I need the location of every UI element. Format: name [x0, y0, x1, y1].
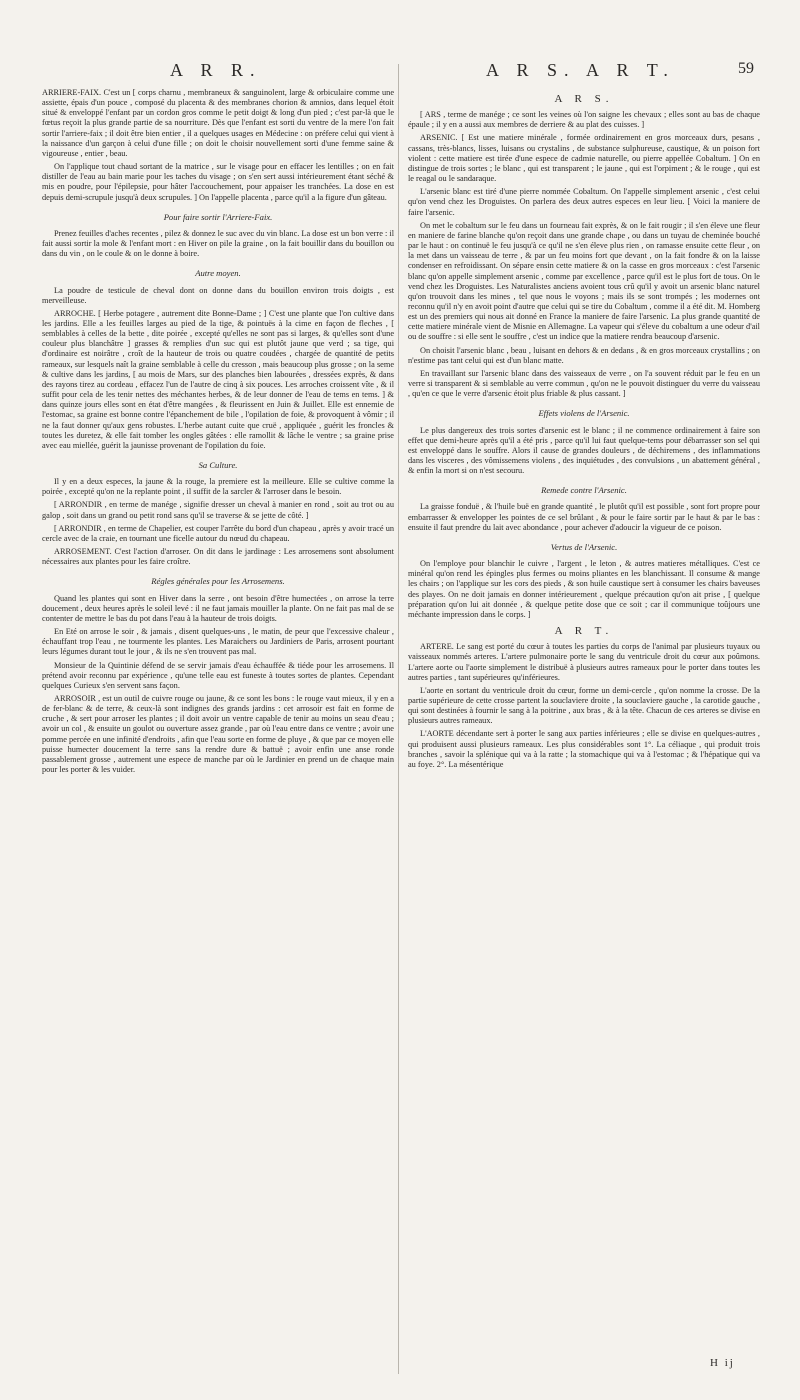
paragraph: En Eté on arrose le soir , & jamais , disent quelques-uns , le matin, de peur que l'excessive chaleur , échauffant trop l'eau , ne tourmente les plantes. Les Maraichers ou Jardiniers de Paris, arrosent pourtant leurs légumes durant tout le jour , & ils ne s'en trouvent pas mal. — [42, 627, 394, 657]
section-title: Régles générales pour les Arrosemens. — [151, 576, 285, 587]
section-title: Autre moyen. — [195, 268, 241, 279]
section-title: Effets violens de l'Arsenic. — [538, 408, 630, 419]
page-number: 59 — [738, 60, 754, 77]
paragraph: Le plus dangereux des trois sortes d'arsenic est le blanc ; il ne commence ordinairement à faire son effet que demi-heure après qu'il a été pris , parce qu'il lui faut quelque-tems pour débarrasser son sel qui est enveloppé dans le souffre. Alors il cause de grandes douleurs , de déchiremens , des inflammations dans les visceres , des vômissemens violens , des inquiétudes , des convulsions , un abattement général , & enfin la mort si on n'est secouru. — [408, 425, 760, 476]
paragraph: Il y en a deux especes, la jaune & la rouge, la premiere est la meilleure. Elle se cultive comme la poirée , excepté qu'on ne la replante point , il suffit de la sarcler & l'arroser dans le besoin. — [42, 477, 394, 497]
running-head-left: A R R. — [170, 60, 262, 80]
right-column — [408, 88, 760, 1388]
paragraph: Monsieur de la Quintinie défend de se servir jamais d'eau échauffée & tiéde pour les arrosemens. Il prétend avoir reconnu par expérience , qu'une telle eau est funeste à toutes sortes de plantes. Cependant quelques Curieux s'en servent sans façon. — [42, 660, 394, 690]
entry-arsenic: ARSENIC. [ Est une matiere minérale , formée ordinairement en gros morceaux durs, pesans , cassans, très-blancs, lisses, luisans ou crystalins , de substance sulphureuse, caustique, & un poison fort violent : cette matiere est tirée d'une espece de cadmie naturelle, ou pierre appellée Cobaltum. ] On en distingue de trois sortes ; le blanc , qui est transparent ; le jaune , qui est l'orpiment ; & le rouge , qui est le reagal ou le sandaraque. — [408, 133, 760, 184]
paragraph: En travaillant sur l'arsenic blanc dans des vaisseaux de verre , on l'a souvent réduit par le feu en un verre si transparent & si semblable au verre commun , qu'on ne le pouvoit distinguer du verre du vaisseau , qu'en ce que le verre d'arsenic étoit plus friable & plus cassant. ] — [408, 368, 760, 399]
paragraph: On l'employe pour blanchir le cuivre , l'argent , le leton , & autres matieres métalliques. C'est ce minéral qu'on rend les épingles plus fermes ou moins pliantes en les blanchissant. Il consume & mange les chairs ; on l'applique sur les cors des pieds , & son huile caustique sert à consumer les chairs baveuses des playes. On ne doit jamais en donner intérieurement , quelque précaution qu'on ait prise , [ quelque préparation qu'on lui ait donnée , & quelque petite dose que ce soit ; car il communique toûjours une méchante impression dans le corps. ] — [408, 559, 760, 619]
entry-ars: [ ARS , terme de manége ; ce sont les veines où l'on saigne les chevaux ; elles sont au bas de chaque épaule ; il y en a aussi aux membres de derriere & au plat des cuisses. ] — [408, 110, 760, 130]
entry-aorte: L'AORTE décendante sert à porter le sang aux parties inférieures ; elle se divise en quelques-autres , qui produisent aussi plusieurs rameaux. Les plus considérables sont 1°. La céliaque , qui produit trois branches , savoir la splénique qui va à la ratte ; la stomachique qui va à l'estomac ; & l'hépatique qui va au foye. 2°. La mésentérique — [408, 729, 760, 769]
section-title: Vertus de l'Arsenic. — [550, 541, 618, 552]
paragraph: On l'applique tout chaud sortant de la matrice , sur le visage pour en effacer les lentilles ; on en fait distiller de l'eau au bain marie pour les taches du visage ; on s'en sert aussi intérieurement étant séché & mis en poudre, pour l'épilepsie, pour hâter l'accouchement, pour appaiser les tranchées. La dose en est depuis demi-scrupule jusqu'à deux scrupules. ] On l'appelle placenta , parce qu'il a la figure d'un gâteau. — [42, 162, 394, 202]
left-column — [42, 88, 394, 1388]
paragraph: Prenez feuilles d'aches recentes , pilez & donnez le suc avec du vin blanc. La dose est un bon verre : il fait aussi sortir la mole & l'enfant mort : en Hiver on pile la graine , on la fait bouillir dans du bouillon ou dans du vin , on le coule & on le donne à boire. — [42, 228, 394, 259]
entry-arriere-faix: ARRIERE-FAIX. C'est un [ corps charnu , membraneux & sanguinolent, large & orbiculaire comme une assiette, épais d'un pouce , composé du placenta & des membranes chorion & amnios, dans lequel étoit situé & enveloppé l'enfant par un cordon gros comme le petit doigt & long d'un pied ; c'est par-là que le fœtus reçoit la plus grande partie de sa nourriture. Dès que l'enfant est sorti du ventre de la mere l'on fait sortir l'arriere-faix ; il doit être bien entier , il a quelques usages en Médecine : on préfere celui qui vient à la naissance d'un garçon à celui d'une fille ; on doit le choisir nouvellement sorti d'une femme saine & vigoureuse , entier , beau. — [42, 88, 394, 158]
paragraph: La poudre de testicule de cheval dont on donne dans du bouillon environ trois doigts , est merveilleuse. — [42, 285, 394, 305]
paragraph: L'aorte en sortant du ventricule droit du cœur, forme un demi-cercle , qu'on nomme la crosse. De la partie supérieure de cette crosse partent la souclaviere droite , la souclaviere gauche , la carotide gauche , qui sont destinées à fournir le sang à la poitrine , aux bras , & à la tête. Chacun de ces arteres se divise en plusieurs autres rameaux. — [408, 685, 760, 726]
section-title: Pour faire sortir l'Arriere-Faix. — [163, 211, 273, 222]
paragraph: L'arsenic blanc est tiré d'une pierre nommée Cobaltum. On l'appelle simplement arsenic , c'est celui qu'on vend chez les Droguistes. On parlera des deux autres especes en leur lieu. [ Voici la maniere de faire l'arsenic. — [408, 187, 760, 217]
section-title: Sa Culture. — [198, 460, 238, 470]
signature-mark: H ij — [710, 1357, 735, 1369]
column-divider — [398, 64, 399, 1374]
paragraph: On choisit l'arsenic blanc , beau , luisant en dehors & en dedans , & en gros morceaux crystallins ; on n'estime pas tant celui qui est d'un blanc matte. — [408, 345, 760, 365]
entry-artere: ARTERE. Le sang est porté du cœur à toutes les parties du corps de l'animal par plusieurs tuyaux ou vaisseaux nommés arteres. L'artere pulmonaire porte le sang du ventricule droit du cœur aux poûmons. L'artere aorte ou l'aorte simplement le distribuë à plusieurs autres rameaux pour le porter dans toutes les autres parties , tant supérieures qu'inférieures. — [408, 642, 760, 682]
section-heading-ars: A R S. — [554, 93, 614, 105]
section-heading-art: A R T. — [554, 625, 614, 638]
entry-arroche: ARROCHE. [ Herbe potagere , autrement dite Bonne-Dame ; ] C'est une plante que l'on cultive dans les jardins. Elle a les feuilles larges au pied de la tige, & pointuës à la cime en façon de fleches , [ semblables à celles de la bette , dite poirée , excepté qu'elles ne sont pas si larges, & qu'elles sont d'une couleur plus blanchâtre ] grasses & remplies d'un suc qui est plutôt jaune que verd ; sa tige, qui d'ordinaire est noirâtre , croît de la hauteur de trois ou quatre coudées , chargée de quantité de petits rameaux, sur lesquels naît la graine semblable à celle du cresson , mais beaucoup plus grosse ; on la seme & cultive dans les jardins, [ au mois de Mars, sur des planches bien labourées , dressées exprès, & dans des rayons tirez au cordeau , effacez l'un de l'autre de cinq à six pouces. Les arroches croissent vîte , & il suffit pour cela de les tenir nettes des méchantes herbes, & de leur donner de l'eau de tems en tems. ] & dans quinze jours elles sont en état d'être mangées , & fleurissent en Juin & Juillet. Elle est ennemie de l'estomac, sa graine est bonne contre l'épanchement de bile , l'opilation de foie, & provoquent à vômir ; il ne la faut donner qu'aux gens robustes. L'herbe autant cuite que cruë , appliquée , guérit les froncles & toutes les duretez, & elle fait tomber les ongles gâtées : elle ramollit & lâche le ventre ; sa graine prise avec eau miellée, guérit la jaunisse provenant de l'opilation du foie. — [42, 308, 394, 450]
entry-arrosoir: ARROSOIR , est un outil de cuivre rouge ou jaune, & ce sont les bons : le rouge vaut mieux, il y en a de fer-blanc & de terre, & ceux-là sont indignes des grands jardins : cet arrosoir est fait en forme de cruche , & sert pour arroser les plantes ; il doit avoir un ventre capable de tenir au moins un seau d'eau ; avoir un col , & ensuite un goulot ou ouverture assez grande , par où l'eau entre dans ce ventre ; avoir une pomme percée en une infinité d'endroits , afin que l'eau sorte en forme de pluye , & que par ce moyen elle puisse humecter doucement la terre sans la rendre dure & battuë ; avoir enfin une anse ronde passablement grosse , autrement une espece de manche par où le Jardinier en prend un de chaque main pour les porter & les vuider. — [42, 693, 394, 775]
entry-arrondir-chapelier: [ ARRONDIR , en terme de Chapelier, est couper l'arrête du bord d'un chapeau , après y avoir tracé un cercle avec de la craie, en tournant une ficelle autour du nœud du chapeau. — [42, 523, 394, 543]
paragraph: Quand les plantes qui sont en Hiver dans la serre , ont besoin d'être humectées , on arrose la terre doucement , deux heures après le soleil levé : il ne faut jamais mouiller la plante. On ne fait pas mal de se contenter de mettre le bas du pot dans l'eau à la hauteur de trois doigts. — [42, 593, 394, 623]
paragraph: La graisse fonduë , & l'huile buë en grande quantité , le plutôt qu'il est possible , sont fort propre pour embarrasser & envelopper les pointes de ce sel brûlant , & pour le faire sortir par le haut & par le bas : ensuite il faut prendre du lait avec abondance , pour achever d'adoucir la vigueur de ce poison. — [408, 502, 760, 532]
paragraph: On met le cobaltum sur le feu dans un fourneau fait exprès, & on le fait rougir ; il s'en éleve une fleur en maniere de farine blanche qu'on reçoit dans une grande chape , ou dans un tuyau de cheminée bouché par le haut : on continuë le feu jusqu'à ce qu'il ne s'en éleve plus rien , on ramasse ensuite cette fleur , on la met dans un vaisseau de terre , & par un feu moins fort que devant , on la fait fondre & on la laisse condenser en refroidissant. On sépare ensin cette matiere & on la casse en gros morceaux : c'est l'arsenic blanc qu'on appelle simplement arsenic , comme par excellence , parce qu'il est le plus fort de tous. On le vend chez les Droguistes. Les Naturalistes anciens avoient tous crû qu'il y avoit un arsenic blanc naturel qu'on trouvoit dans les mines , tel que nous le voyons ; mais ils se sont trompés ; les modernes ont reconnu qu'il n'y en avoit point d'autre que celui qui se tire du Cobaltum , comme il a été dit. M. Homberg est un des premiers qui nous ait donné en France la maniere de faire l'arsenic. La plus grande quantité de cette matiere minérale vient de Misnie en Allemagne. La vapeur qui s'éleve du cobaltum a une odeur d'ail ou de souffre : si elle sent le souffre , c'est un indice que la matiere rendra beaucoup d'arsenic. — [408, 220, 760, 342]
running-head-right: A R S. A R T. — [486, 60, 675, 80]
entry-arrondir: [ ARRONDIR , en terme de manége , signifie dresser un cheval à manier en rond , soit au trot ou au galop , soit dans un grand ou petit rond sans qu'il se traverse & se jette de côté. ] — [42, 500, 394, 520]
section-title: Remede contre l'Arsenic. — [541, 485, 627, 496]
entry-arrosement: ARROSEMENT. C'est l'action d'arroser. On dit dans le jardinage : Les arrosemens sont absolument nécessaires aux plantes pour les faire croître. — [42, 547, 394, 567]
